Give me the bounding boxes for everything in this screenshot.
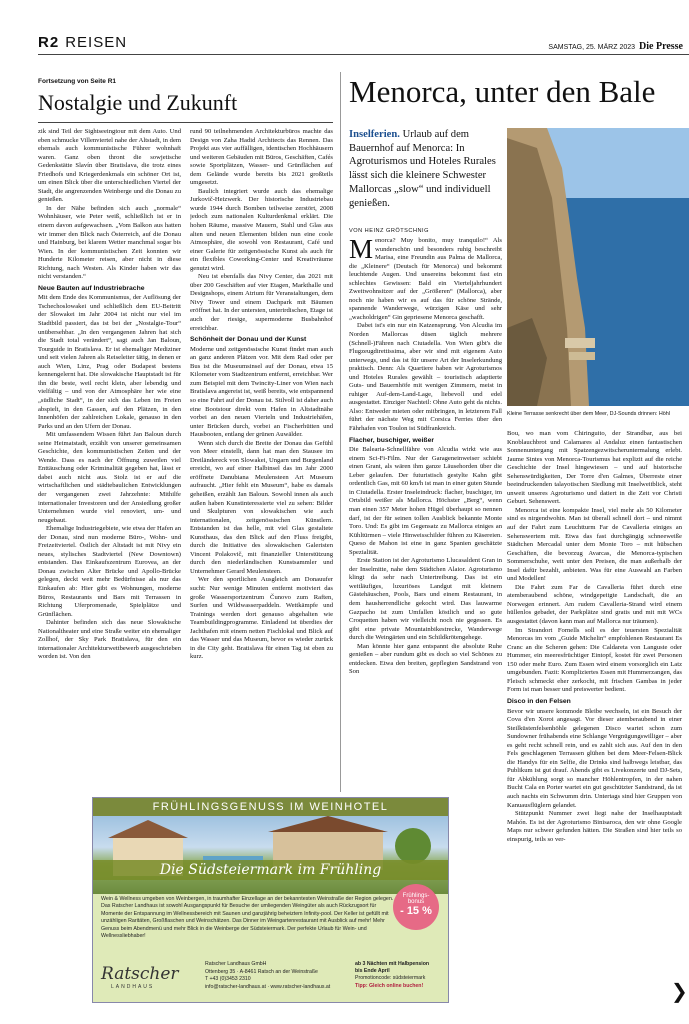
paragraph: Die Fahrt zum Far de Cavalleria führt durch eine atemberaubend schöne, windgepeitgte Landschaft, die an Norwegen erinnert. Am rudem Cavalleria-Strand wird einem hüllenlos gebadet, der Parkplätze sind gratis und mit mit WCs ausgestattet (davon kann man auf Mallorca nur träumen).: [507, 583, 682, 626]
badge-line-1: Frühlings-: [402, 893, 430, 899]
page-header-date: [548, 41, 683, 52]
subheading: Disco in den Felsen: [507, 697, 571, 705]
next-page-arrow-icon[interactable]: ❯: [671, 979, 688, 1003]
paragraph: enorca? Muy bonito, muy tranquilo!“ Als wunderschön und besonders ruhig beschreibt Marisa, eine Freundin aus Palma de Mallorca, die „Kleinere“ (Deutsch für Menorca) und bekommt leuchtende Augen. Und unsereins bekommt fast ein schlechtes Gewissen: Bald ein Vierteljahrhundert Zweitwohnsitzer auf der „Größeren“ (Mallorca), aber noch nie haben wir es auf das für schöne Strände, spannende Wanderwege, würzigen Käse und sehr „wacholdrigen“ Gin gepriesene Menorca geschafft.: [349, 237, 502, 321]
hotel-building-illustration: [93, 816, 448, 894]
ad-contact: [205, 961, 330, 991]
paragraph: Neu ist ebenfalls das Nivy Center, das 2021 mit über 200 Geschäften auf vier Etagen, Markthalle und Designshops, einem Atrium für Veranstaltungen, dem Nivy Tower und einem Dachpark mit Bäumen eröffnet hat. In der untersten, unterirdischen, Etage ist auch der riesige, supermoderne Busbahnhof erreichbar.: [190, 273, 333, 332]
page-header-section: [38, 34, 127, 51]
ratscher-logo: Ratscher: [101, 964, 179, 984]
paragraph: Dabei ist's ein nur ein Katzensprung. Von Alcudia im Norden Mallorcas düsen täglich mehrere (Schnell-)Fähren nach Ciutadella. Von Wien gibt's die Flugzeugdirettissima, aber wir sind mit eigenem Auto unterwegs, und das ist für unsere Art der Inselerkundung praktisch. Denn: Als Quartiere haben wir Agroturismos und Hoteles Rurales gewählt – touristisch adaptierte Guts- und Bauernhöfe mit wenigen Zimmern, meist in ruhiger Auf-dem-Land-Lage, liebevoll und edel ausgestattet. Einziger Nachteil: Ohne Auto geht da nichts. Also: Entweder mieten oder mitbringen, in letzterem Fall führt der nächste Weg mit Corsica Ferries über den Fährhafen von Toulon ist Südfrankreich.: [349, 322, 502, 433]
offer-line-2: bis Ende April: [355, 968, 390, 975]
column-divider: [340, 72, 341, 792]
subheading: Flacher, buschiger, weißer: [349, 436, 434, 444]
cliff-sea-illustration: [507, 128, 689, 406]
subheading: Schönheit der Donau und der Kunst: [190, 336, 307, 344]
left-article-title: Nostalgie und Zukunft: [38, 90, 238, 115]
ad-description: Wein & Wellness umgeben von Weinbergen, in traumhafter Einzellage an der bekanntesten Weinstraße der Region gelegen. Das Ratscher Landhaus ist sowohl Ausgangspunkt für Besuche der umliegenden Weingüter als auch Rückzugsort für Momente der Entspannung im Wellnessbereich mit Saunen und ganzjährig beheiztem Infinity-pool. Der Keller ist gefüllt mit unzähligen Raritäten, Großflaschen und Weinschätzen. Das Dinner im Weingartenrestaurant mit Ausblick auf mehr! Mehr Genuss beim Abendmenü und mehr Blick in die Weinberge der Südsteiermark. Der perfekte Urlaub für Wein- und Wellnessliebhaber!: [101, 896, 394, 940]
section-name: REISEN: [65, 34, 128, 51]
paragraph: Die Balearia-Schnellfähre von Alcudia wirkt wie aus einem Sci-Fi-Film. Nur der Garageneinweiser schiebt einen Grant, als wären ihm ganze Läusehorden über die Leber gelaufen. Der futuristisch gestylte Kahn gibt ordentlich Gas, mit 60 km/h ist man in einer guten Stunde in Ciutadella. Erster Inseleindruck: flacher, buschiger, im Ortsbild weißer als Mallorca. Höchster „Berg“, wenn man einen 357 Meter hohen Hügel überhaupt so nennen darf, ist der für seinen tollen Ausblick bekannte Monte Toro. Und: Es gibt im Gegensatz zu Mallorca einiges an Kühltürmen – viele Hinweisschilder führen zu Käsereien. Queso de Mahon ist eine in ganz Spanien geschätzte Spezialität.: [349, 446, 502, 556]
right-article-column-2: [507, 430, 682, 1020]
paragraph: Bou, wo man vom Chiringuito, der Strandbar, aus bei Knoblauchbrot und Calamares al Andaluz einen fantastischen Sonnenuntergang mit Spatzengezwitscheruntermalung erlebt. Jaume Sintes von Menorca-Tourismus hat explizit auf die reiche Geschichte der Insel hingewiesen – und auf historische Sehenswürdigkeiten, Der Torre d'en Galmes, Überreste einer beeindruckenden talayotischen Siedlung mit Inselweitblick, steht unweit unseres Agroturismo und datiert in die Zeit vor Christi Geburt. Sehenswert.: [507, 430, 682, 506]
paragraph: Mit dem Ende des Kommunismus, der Auflösung der Tschechoslowakei und schließlich dem EU-Beitritt der Slowakei im Jahr 2004 ist nicht nur viel im Stadtbild passiert, das ist bei der „Nostalgie-Tour“ unübersehbar. „In den vergangenen Jahren hat sich die Stadt total verändert“, sagt auch Jan Baloun, Tourguide in Bratislava. Er ist ehemaliger Mediziner und seit vielen Jahren als Reiseleiter tätig, in denen er auch Wien, Linz, Prag oder Budapest bestens kennengelernt hat. Die slowakische Hauptstadt ist für ihn die beste, weil recht klein, aber lebendig und vielfältig – und von der Atmosphäre her wie eine „südliche Stadt“, in der sich das Leben im Freien abspielt, in den Gassen, auf den Plätzen, in den Innenhöfen der zahlreichen Lokale, genauso in den Parks und an den Ufern der Donau.: [38, 294, 181, 430]
paragraph: Man könnte hier ganz entspannt die absolute Ruhe genießen – aber rundum gibt es doch so viel Schönes zu entdecken. Etwa den breiten, gepflegten Sandstrand von Son: [349, 642, 502, 676]
paragraph: Menorca ist eine kompakte Insel, viel mehr als 50 Kilometer sind es nirgendwohin. Man ist überall schnell dort – und nimmt auf der Fahrt zum Leuchtturm Far de Cavalleria einiges an Sehenswertem mit. Etwa das fast durchgängig schneeweiße Städtchen Mercadal unter dem Monte Toro – mit hübschen Geschäften, die bevorzug Avarcas, die Menorca-typischen Sommerschuhe, weit unter den Preisen, die man außerhalb der Insel dafür bezahlt, anbieten. Was für eine Auswahl an Farben und Modellen!: [507, 506, 682, 583]
paragraph: Dahinter befinden sich das neue Slowakische Nationaltheater und eine Straße weiter ein ehemaliger Zollhof, der Sky Park Bratislava, für den ein internationaler Architekturwettbewerb ausgeschrieben worden ist. Von den: [38, 619, 181, 661]
contact-web[interactable]: info@ratscher-landhaus.at · www.ratscher-landhaus.at: [205, 983, 331, 990]
paragraph: rund 90 teilnehmenden Architekturbüros machte das Design von Zaha Hadid Architects das Rennen. Das Projekt aus vier auffälligen, identischen Hochhäusern und weiteren Gebäuden mit Büros, Geschäften, Cafés sowie Sportplätzen, Wasser- und Grünflächen auf dem Gelände wurde bereits bis 2021 großteils umgesetzt.: [190, 128, 333, 187]
contact-address: Ottenberg 35 · A-8461 Ratsch an der Weinstraße: [205, 968, 318, 975]
coastline-photo: [507, 128, 689, 406]
right-article-title: Menorca, unter den Bale: [349, 74, 656, 109]
spring-bonus-badge: [393, 884, 439, 930]
photo-caption: Kleine Terrasse senkrecht über dem Meer, DJ-Sounds drinnen: Höhl: [507, 411, 670, 417]
right-article-column-1: [349, 237, 502, 792]
issue-date: SAMSTAG, 25. MÄRZ 2023: [548, 44, 636, 51]
paragraph: In der Nähe befinden sich auch „normale“ Wohnhäuser, wie Peter weiß, schließlich ist er in einem davon aufgewachsen. „Vom Balkon aus hatten wir immer den Blick nach Österreich, auf die Donau und Hainburg, bei klarem Wetter manchmal sogar bis Wien. In der kommunistischen Zeit konnten wir Hunderte Kilometer reisen, aber nicht in diese Richtung, nach Westen. Als Kinder haben wir das nicht verstanden.“: [38, 204, 181, 281]
ad-title: FRÜHLINGSGENUSS IM WEINHOTEL: [93, 798, 448, 816]
subheading: Neue Bauten auf Industriebrache: [38, 284, 145, 292]
offer-line-3: Promotioncode: südsteiermark: [355, 975, 426, 982]
ratscher-logo-subtitle: LANDHAUS: [111, 984, 155, 990]
paragraph: Bevor wir unsere kommode Bleibe wechseln, ist ein Besuch der Cova d'en Xoroi angesagt. Vor dieser atemberaubend in einer Steilküstenfelsenhöhle gelegenen Disco wartet schon zum Sundowner frühabends eine Schlange Vergnügungswilliger – aber es geht recht schnell rein, und es zahlt sich aus. Auf den in den Fels geschlagenen Terrassen glühen bei dem Meer-Felsen-Blick die Handys für ein Selfie, die Drinks sind halbwegs leistbar, das Publikum ist gut drauf. Abends gibt es Livekonzerte und DJ-Sets, für Abkühlung sorgt so mancher Höhlentropfen, in der nahen Bucht Cala en Porter wartet ein gut geschützter Sandstrand, da ist auch nachts ein Schwumm drin. Untertags sind hier Gruppen von Kanuausflüglern gelandet.: [507, 707, 682, 809]
lead-text: Urlaub auf dem Bauernhof auf Menorca: In Agroturismos und Hoteles Rurales lässt sich die kleinere Schwester Mallorcas „slow“ und individuell genießen.: [349, 129, 496, 209]
continuation-kicker: Fortsetzung von Seite R1: [38, 78, 117, 85]
badge-line-2: bonus: [407, 899, 425, 905]
paragraph: Wenn sich durch die Breite der Donau das Gefühl von Meer einstellt, dann hat man den Stausee im Dreiländereck von Slowakei, Ungarn und Burgenland erreicht, wo auf einer Halbinsel das im Jahr 2000 eröffnete Danubiana Meulensteen Art Museum aufraucht. „Hier fehlt ein Museum“, habe es damals geheißen, erzählt Jan Baloun. Sowohl innen als auch außen haben Kunstinteressierte viel zu sehen: Bilder und Skulpturen von slowakischen wie auch internationalen, zeitgenössischen Künstlern. Entstanden ist das helle, mit viel Glas gestaltete Kunsthaus, das den Blick auf den Fluss freigibt, durch die Initiative des slowakischen Galeristen Vincent Polakovič, mit finanzieller Unterstützung durch den niederländischen Kunstsammler und Unternehmer Gerard Meulensteen.: [190, 439, 333, 575]
page-number: R2: [38, 34, 60, 51]
paragraph: Erste Station ist der Agroturismo Llucasaldent Gran in der Inselmitte, nahe dem Städtchen Alaior. Agroturismo klingt da sehr nach Untertreibung. Das ist ein weitläufiges, luxuriöses Landgut mit kleinem Gästehäuschen, Pools, Bars und einem Restaurant, in dem hausherrendliche gekocht wird. Das lauwarme Gazpacho ist zum Umfallen köstlich und so gute Croquetten haben wir vielleicht noch nie gegessen. Es gibt eine private Mountainbikestrecke, Wanderwege durch die Weingärten und ein Schildkrötengehege.: [349, 557, 502, 642]
left-title-rule: [38, 122, 333, 123]
paragraph: Stützpunkt Nummer zwei liegt nahe der Inselhauptstadt Mahón. Es ist der Agroturismo Binisaroca, den wir ohne Google Maps nur schwer gefunden hätten. Die Straßen sind hier teils so einspurig, teils so ver-: [507, 810, 682, 843]
left-article-column-2: [190, 128, 333, 793]
right-article-lead: [349, 128, 507, 210]
drop-cap: M: [349, 237, 374, 264]
paragraph: Wer den sportlichen Ausgleich am Donauufer sucht: Nur wenige Minuten entfernt motiviert das große Wassersportzentrum Čunovo zum Raften, Surfen und Wildwasserpaddeln. Wettkämpfe und Trainings werden dort genauso abgehalten wie Teambuildingprogramme. Einladend ist überdies der Jachthafen mit einem netten Fischlokal und Blick auf das Wasser und das Museum, bevor es wieder zurück in die City geht. Bratislava für einen Tag ist eben zu kurz.: [190, 576, 333, 661]
paragraph: zik sind Teil der Sightseeingtour mit dem Auto. Und eben schmucke Villenviertel nahe der Altstadt, in dem ehemals auch kommunistische Führer wohnhaft waren. Ganz oben thront die sowjetische Gedenkstätte Slavín über Bratislava, die trotz eines Friedhofs und Kriegerdenkmals ein schöner Ort ist, um einen Blick über die unterschiedlichen Viertel der Stadt, die angrenzenden Weinberge und die Donau zu genießen.: [38, 128, 181, 204]
left-article-column-1: [38, 128, 181, 793]
paragraph: Ehemalige Industriegebiete, wie etwa der Hafen an der Donau, sind nun moderne Büro-, Wohn- und Freizeitviertel. Östlich der Altstadt ist mit Nivy ein neues, stylisches Stadtviertel (New Downtown) entstanden. Das Einkaufszentrum Eurovea, an der Donau zwischen Alter Brücke und Apollo-Brücke gelegen, deckt weit mehr Bedürfnisse als nur das Einkaufen ab: Hier gibt es Wohnungen, moderne Büros, Restaurants und Bars mit Terrassen in Richtung Uferpromenade, Spielplätze und Grünflächen.: [38, 525, 181, 618]
contact-company: Ratscher Landhaus GmbH: [205, 961, 267, 967]
lead-keyword: Inselferien.: [349, 129, 400, 140]
offer-line-1: ab 3 Nächten mit Halbpension: [355, 961, 430, 967]
hotel-advertisement[interactable]: [92, 797, 449, 1003]
paragraph: Mit umfassendem Wissen führt Jan Baloun durch seine Heimatstadt, erzählt von unserer gemeinsamen Geschichte, den kommunistischen Zeiten und der Wende. Dass es nach der Öffnung zuweilen viel Enttäuschung oder Kriminalität gegeben hat, lässt er dabei auch nicht aus. Stolz ist er auf die wirtschaftlichen und städtebaulichen Entwicklungen der vergangenen zwei Jahrzehnte: Mithilfe internationaler Investoren und der Ansiedlung großer Unternehmen wurde viel renoviert, um- und neugebaut.: [38, 431, 181, 524]
paragraph: Baulich integriert wurde auch das ehemalige Jurkovič-Heizwerk. Der historische Industriebau wurde 1944 durch Bomben teilweise zerstört, 2008 jedoch zum nationalen Kulturdenkmal erklärt. Die hohen Räume, massive Mauern, Stahl und Glas aus alten und neuen Elementen bilden nun eine coole Atmosphäre, die sowohl von Restaurant, Café und einer Galerie für zeitgenössische Kunst als auch für ein flexibles Coworking-Center und Kreativräume genutzt wird.: [190, 187, 333, 272]
newspaper-brand: Die Presse: [639, 41, 683, 52]
ad-banner: Die Südsteiermark im Frühling: [93, 860, 448, 880]
contact-phone[interactable]: T +43 (0)3453 2310: [205, 976, 251, 983]
paragraph: Im Strandort Fornells soll es der teuersten Spezialität Menorcas im vom „Guide Michelin“ empfohlenen Restaurant Es Cranc an die Scheren gehen: Die Caldareta von Languste oder Hummer, ein meeresfrüchtiger Eintopf, kostet für zwei Personen 150 oder mehr Euro. Zum Essen wird einem vorsorglich ein Latz umgebunden. Fazit: Kompliziertes Essen mit Hummerzangen, das Fleisch schmeckt eher zerkocht, mit frischen Gambas in jeder Form ist man besser und preiswerter bedient.: [507, 626, 682, 694]
paragraph: Moderne und zeitgenössische Kunst findet man auch an ganz anderen Plätzen vor. Mit dem Rad oder per Bus ist die Museumsinsel auf der Donau, etwa 15 Kilometer vom Stadtzentrum entfernt, erreichbar. Wer zum Beispiel mit dem Twincity-Liner von Wien nach Bratislava angereist ist, weiß bereits, wie entspannend so eine Fahrt auf der Donau ist. Stilvoll ist daher auch eine Bootstour direkt vom Hafen in Altstadtnähe vorbei an den neuen Vierteln und Industriehäfen, unter Brücken durch, vorbei an Fischerhütten und Hausbooten, entlang der grünen Auwälder.: [190, 345, 333, 439]
ad-offer: [355, 961, 443, 990]
badge-value: - 15 %: [400, 905, 432, 917]
offer-line-4: Tipp: Gleich online buchen!: [355, 982, 424, 989]
author-byline: VON HEINZ GRÖTSCHNIG: [349, 228, 429, 234]
vineyard-hotel-image: [93, 816, 448, 894]
header-rule: [38, 54, 689, 55]
